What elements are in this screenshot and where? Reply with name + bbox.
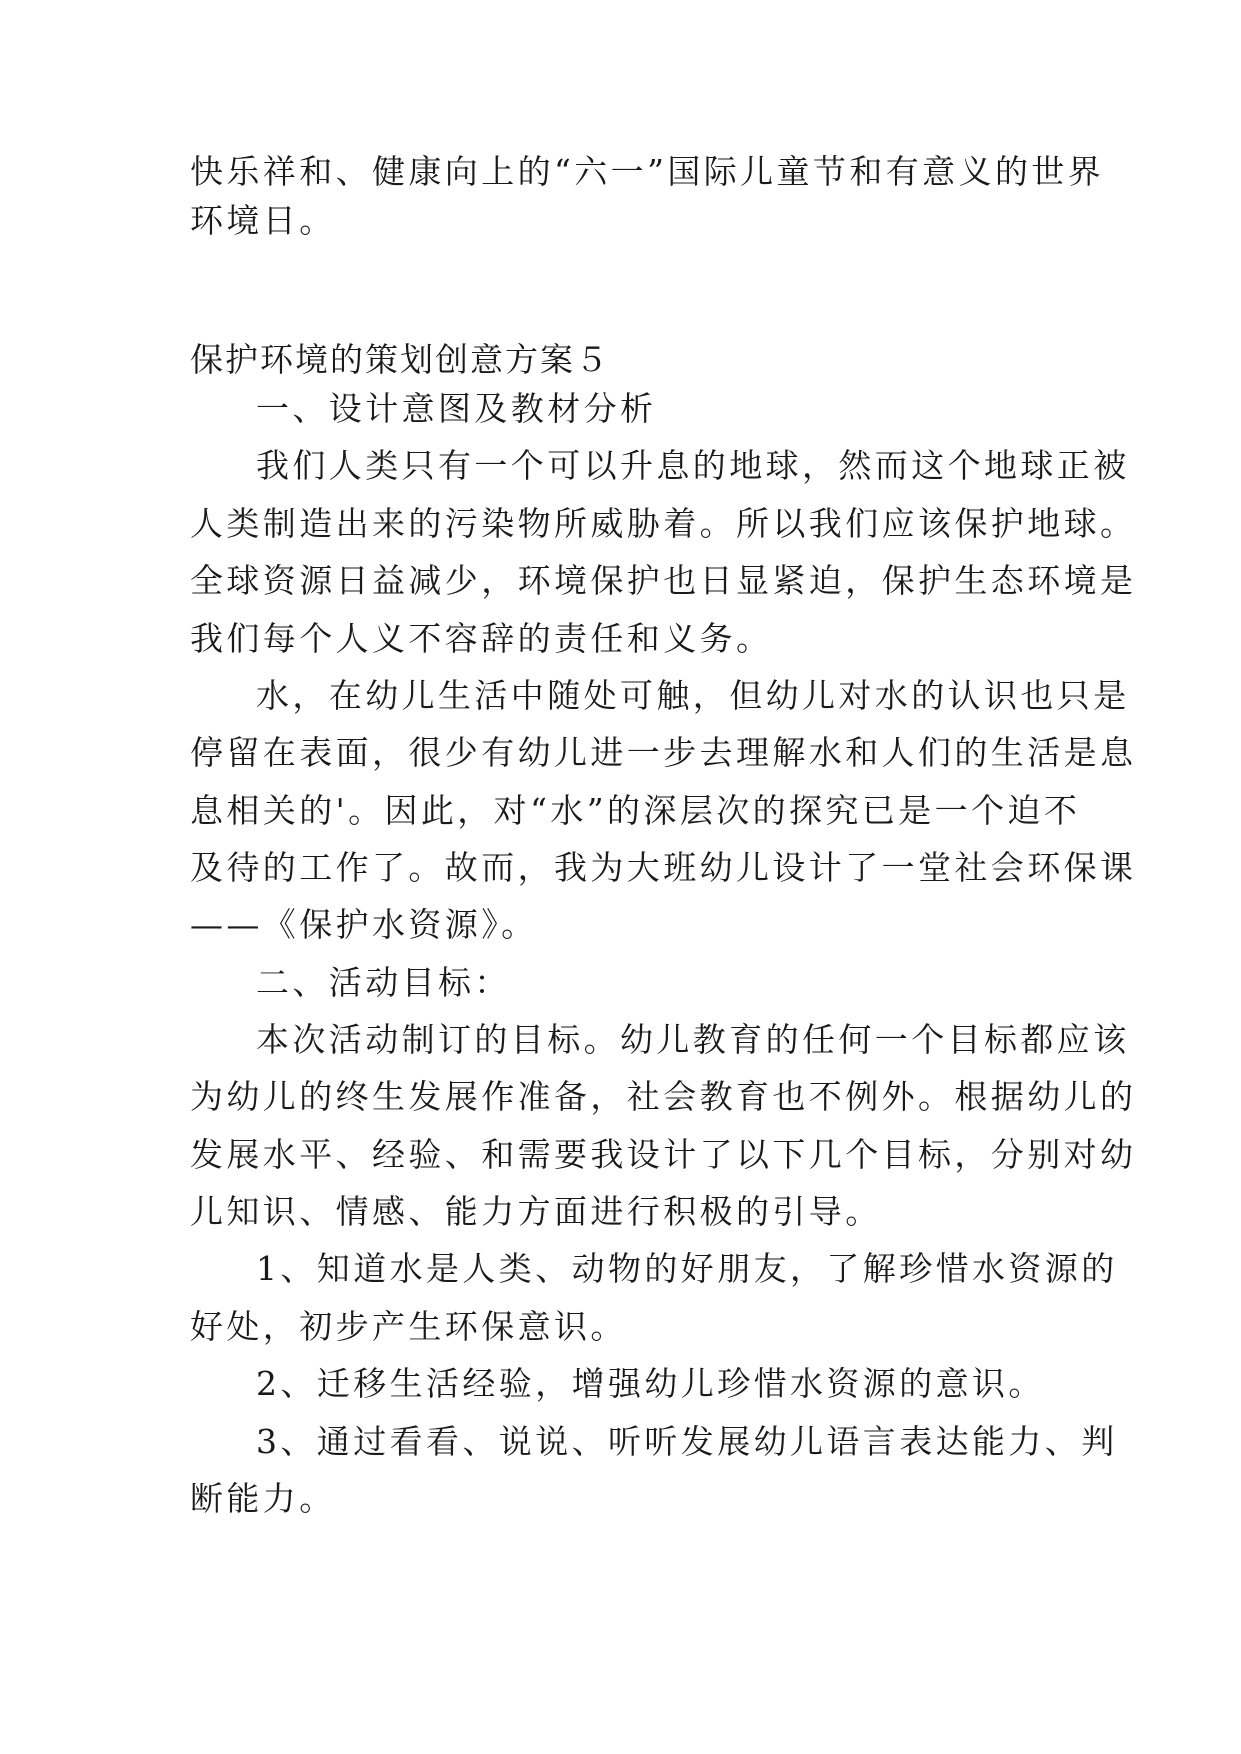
paragraph-line: 快乐祥和、健康向上的“六一”国际儿童节和有意义的世界: [190, 152, 1105, 191]
paragraph-line: 为幼儿的终生发展作准备，社会教育也不例外。根据幼儿的: [190, 1077, 1137, 1116]
subheading: 二、活动目标：: [256, 963, 511, 1002]
paragraph-line: 本次活动制订的目标。幼儿教育的任何一个目标都应该: [256, 1020, 1130, 1059]
paragraph-line: 人类制造出来的污染物所威胁着。所以我们应该保护地球。: [190, 504, 1137, 543]
paragraph-line: 息相关的'。因此，对“水”的深层次的探究已是一个迫不: [190, 791, 1081, 830]
paragraph-line: 我们每个人义不容辞的责任和义务。: [190, 619, 773, 658]
list-item: 2、迁移生活经验，增强幼儿珍惜水资源的意识。: [256, 1364, 1045, 1403]
list-item-continuation: 断能力。: [190, 1479, 336, 1518]
paragraph-line: 停留在表面，很少有幼儿进一步去理解水和人们的生活是息: [190, 733, 1137, 772]
paragraph-line: 发展水平、经验、和需要我设计了以下几个目标，分别对幼: [190, 1135, 1137, 1174]
list-item: 1、知道水是人类、动物的好朋友，了解珍惜水资源的: [256, 1249, 1118, 1288]
list-item-continuation: 好处，初步产生环保意识。: [190, 1307, 627, 1346]
list-item: 3、通过看看、说说、听听发展幼儿语言表达能力、判: [256, 1422, 1118, 1461]
paragraph-line: 水，在幼儿生活中随处可触，但幼儿对水的认识也只是: [256, 676, 1130, 715]
subheading: 一、设计意图及教材分析: [256, 389, 657, 428]
paragraph-line: 我们人类只有一个可以升息的地球，然而这个地球正被: [256, 446, 1130, 485]
paragraph-line: 环境日。: [190, 201, 336, 240]
paragraph-line: 全球资源日益减少，环境保护也日显紧迫，保护生态环境是: [190, 561, 1137, 600]
paragraph-line: 及待的工作了。故而，我为大班幼儿设计了一堂社会环保课: [190, 848, 1137, 887]
section-title: 保护环境的策划创意方案５: [190, 340, 610, 379]
paragraph-line: ——《保护水资源》。: [190, 905, 538, 944]
paragraph-line: 儿知识、情感、能力方面进行积极的引导。: [190, 1192, 882, 1231]
